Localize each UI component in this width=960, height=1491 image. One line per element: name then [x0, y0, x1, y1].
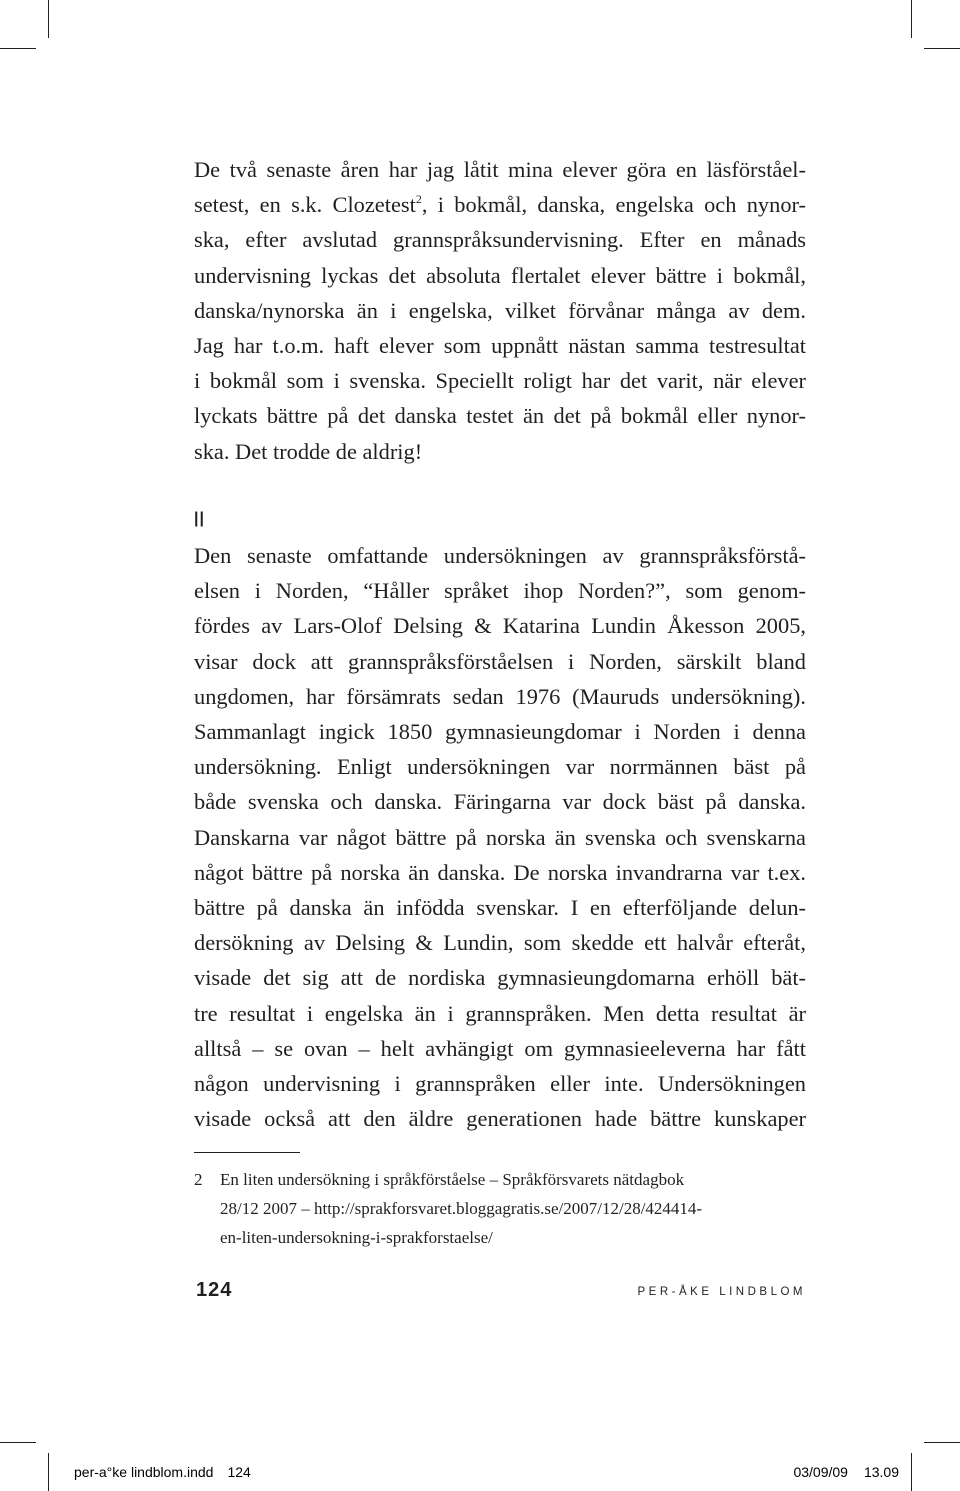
text-line: tre resultat i engelska än i grannspråken. Men detta resultat är — [194, 1000, 806, 1026]
text-line: undervisning lyckas det absoluta flertalet elever bättre i bokmål, — [194, 262, 806, 288]
footnote-body — [220, 1165, 806, 1252]
text-line: Den senaste omfattande undersökningen av grannspråksförstå- — [194, 543, 806, 568]
footnote-line: 28/12 2007 – http://sprakforsvaret.bloggagratis.se/2007/12/28/424414- — [220, 1199, 703, 1218]
text-line: undersökning. Enligt undersökningen var norrmännen bäst på — [194, 754, 806, 780]
footnote-separator — [194, 1152, 300, 1153]
crop-mark — [0, 1442, 36, 1443]
text-line: elsen i Norden, “Håller språket ihop Norden?”, som genom- — [194, 578, 806, 604]
text-line: både svenska och danska. Färingarna var dock bäst på danska. — [194, 789, 806, 815]
text-line — [194, 187, 806, 222]
text-line: Jag har t.o.m. haft elever som uppnått nästan samma testresultat — [194, 333, 806, 359]
section-break-mark: || — [194, 510, 205, 527]
text-line: något bättre på norska än danska. De norska invandrarna var t.ex. — [194, 859, 806, 885]
text-line: lyckats bättre på det danska testet än det på bokmål eller nynor- — [194, 403, 806, 429]
text-line: visade också att den äldre generationen hade bättre kunskaper — [194, 1106, 806, 1132]
text-line: Danskarna var något bättre på norska än svenska och svenskarna — [194, 824, 806, 850]
text-line: De två senaste åren har jag låtit mina elever göra en läsförståel- — [194, 157, 806, 182]
slug-time: 13.09 — [863, 1464, 899, 1480]
crop-mark — [48, 0, 49, 38]
text-line: någon undervisning i grannspråken eller inte. Undersökningen — [194, 1071, 806, 1097]
footnote-reference: 2 — [415, 192, 422, 207]
slug-file-info — [74, 1464, 251, 1480]
text-line: alltså – se ovan – helt avhängigt om gymnasieeleverna har fått — [194, 1035, 806, 1061]
crop-mark — [911, 1453, 912, 1491]
text-line: i bokmål som i svenska. Speciellt roligt har det varit, när elever — [194, 368, 806, 394]
slug-timestamp — [793, 1464, 899, 1480]
paragraph — [194, 152, 806, 469]
crop-mark — [924, 1442, 960, 1443]
crop-mark — [48, 1453, 49, 1491]
text-line: visar dock att grannspråksförståelsen i Norden, särskilt bland — [194, 648, 806, 674]
text-line: Sammanlagt ingick 1850 gymnasieungdomar i Norden i denna — [194, 719, 806, 745]
slug-page: 124 — [227, 1464, 251, 1480]
page-number: 124 — [196, 1279, 233, 1301]
slug-date: 03/09/09 — [793, 1464, 848, 1480]
crop-mark — [924, 48, 960, 49]
crop-mark — [911, 0, 912, 38]
text-line: ska. Det trodde de aldrig! — [194, 438, 423, 464]
paragraph — [194, 538, 806, 1136]
footnote-line: en-liten-undersokning-i-sprakforstaelse/ — [220, 1228, 493, 1247]
slug-filename: per-a°ke lindblom.indd — [74, 1464, 214, 1480]
text-line: ungdomen, har försämrats sedan 1976 (Mauruds undersökning). — [194, 683, 806, 709]
footnote — [194, 1165, 806, 1252]
text-line: ska, efter avslutad grannspråksundervisning. Efter en månads — [194, 227, 806, 253]
text-fragment: , i bokmål, danska, engelska och nynor- — [421, 192, 806, 218]
running-footer-author: PER-ÅKE LINDBLOM — [637, 1286, 806, 1298]
text-line: fördes av Lars-Olof Delsing & Katarina Lundin Åkesson 2005, — [194, 613, 806, 639]
text-line: dersökning av Delsing & Lundin, som skedde ett halvår efteråt, — [194, 930, 806, 956]
text-line: bättre på danska än infödda svenskar. I en efterföljande delun- — [194, 895, 806, 921]
text-line: danska/nynorska än i engelska, vilket förvånar många av dem. — [194, 297, 806, 323]
text-fragment: setest, en s.k. Clozetest — [194, 192, 416, 218]
footnote-line: En liten undersökning i språkförståelse – Språkförsvarets nätdagbok — [220, 1170, 685, 1189]
crop-mark — [0, 48, 36, 49]
text-line: visade det sig att de nordiska gymnasieungdomarna erhöll bät- — [194, 965, 806, 991]
footnote-number: 2 — [194, 1170, 203, 1189]
